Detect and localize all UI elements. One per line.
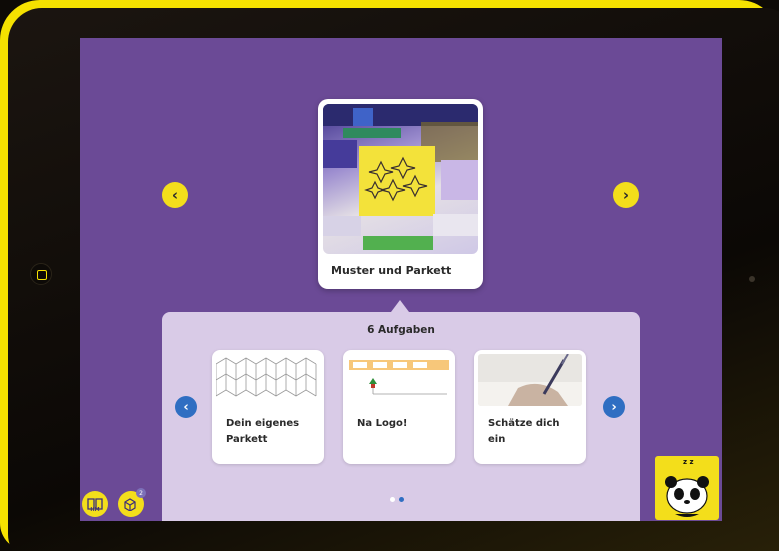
task-image-logo	[347, 354, 451, 406]
pagination-dot-2[interactable]	[399, 497, 404, 502]
task-card[interactable]	[343, 350, 455, 464]
cubes-badge: 2	[136, 488, 146, 498]
chevron-right-icon: ›	[611, 399, 617, 415]
panda-mascot-button[interactable]	[655, 456, 719, 520]
task-card[interactable]	[474, 350, 586, 464]
pattern-motif	[359, 146, 435, 216]
tasks-panel	[162, 312, 640, 521]
tasks-prev-button[interactable]	[175, 396, 197, 418]
tasks-count-label: 6 Aufgaben	[367, 324, 435, 336]
book-button[interactable]	[82, 491, 108, 517]
camera-dot	[749, 276, 755, 282]
task-title: Dein eigenes Parkett	[226, 418, 300, 445]
pagination-dot-1[interactable]	[390, 497, 395, 502]
chevron-left-icon: ‹	[183, 399, 189, 415]
panel-pointer	[391, 300, 409, 312]
cubes-icon	[123, 497, 139, 511]
app-screen	[80, 38, 722, 521]
featured-next-button[interactable]	[613, 182, 639, 208]
hm-label: HM	[90, 507, 100, 513]
home-button[interactable]	[30, 263, 52, 285]
task-image-parkett	[216, 354, 320, 406]
chevron-right-icon: ›	[622, 186, 630, 204]
pagination-dots	[390, 497, 404, 502]
task-title: Na Logo!	[357, 418, 408, 429]
sleep-indicator: z z	[683, 458, 694, 466]
featured-topic-image	[323, 104, 478, 254]
featured-prev-button[interactable]	[162, 182, 188, 208]
chevron-left-icon: ‹	[171, 186, 179, 204]
featured-topic-card[interactable]	[318, 99, 483, 289]
task-card[interactable]	[212, 350, 324, 464]
task-image-writing	[478, 354, 582, 406]
featured-topic-title: Muster und Parkett	[331, 264, 452, 277]
cubes-button[interactable]	[118, 491, 144, 517]
tasks-next-button[interactable]	[603, 396, 625, 418]
task-title: Schätze dich ein	[488, 418, 560, 445]
